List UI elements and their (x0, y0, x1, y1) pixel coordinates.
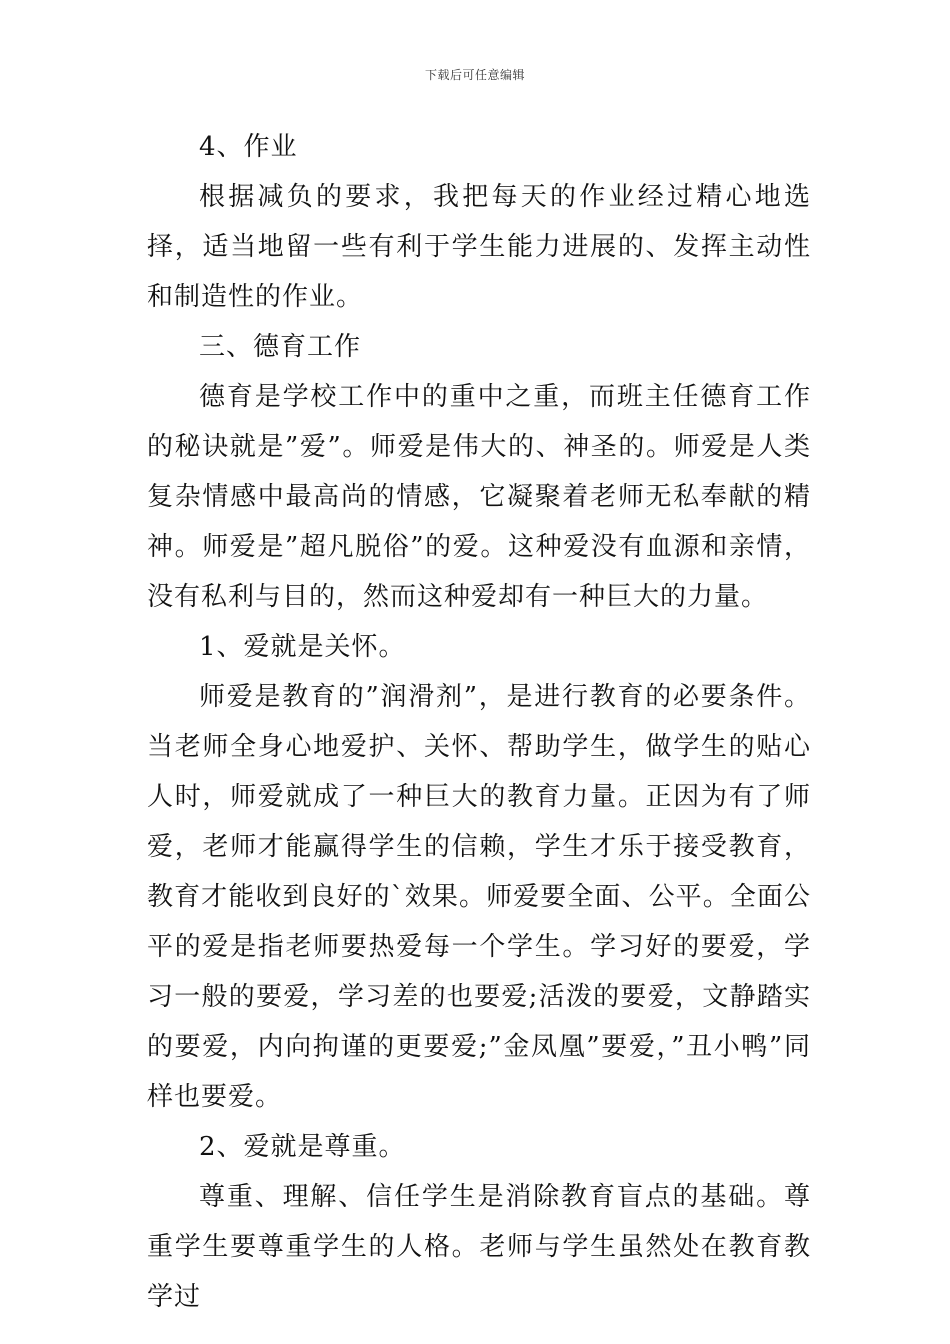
heading-homework: 4、作业 (199, 132, 298, 162)
paragraph-moral-education: 德育是学校工作中的重中之重，而班主任德育工作的秘诀就是”爱”。师爱是伟大的、神圣的。师爱是人类复杂情感中最高尚的情感，它凝聚着老师无私奉献的精神。师爱是”超凡脱俗”的爱。这种爱没有血源和亲情，没有私利与目的，然而这种爱却有一种巨大的力量。 (147, 382, 811, 612)
paragraph-homework: 根据减负的要求，我把每天的作业经过精心地选择，适当地留一些有利于学生能力进展的、发挥主动性和制造性的作业。 (147, 182, 811, 312)
paragraph-love-is-care: 师爱是教育的”润滑剂”，是进行教育的必要条件。当老师全身心地爱护、关怀、帮助学生，做学生的贴心人时，师爱就成了一种巨大的教育力量。正因为有了师爱，老师才能赢得学生的信赖，学生才乐于接受教育，教育才能收到良好的`效果。师爱要全面、公平。全面公平的爱是指老师要热爱每一个学生。学习好的要爱，学习一般的要爱，学习差的也要爱;活泼的要爱，文静踏实的要爱，内向拘谨的更要爱;”金凤凰”要爱，”丑小鸭”同样也要爱。 (147, 682, 811, 1112)
page-header: 下载后可任意编辑 (424, 68, 525, 82)
document-body (147, 122, 811, 1322)
heading-love-is-care: 1、爱就是关怀。 (199, 632, 406, 662)
paragraph-love-is-respect: 尊重、理解、信任学生是消除教育盲点的基础。尊重学生要尊重学生的人格。老师与学生虽然处在教育教学过 (147, 1182, 811, 1312)
heading-love-is-respect: 2、爱就是尊重。 (199, 1132, 406, 1162)
heading-moral-education: 三、德育工作 (199, 332, 362, 362)
